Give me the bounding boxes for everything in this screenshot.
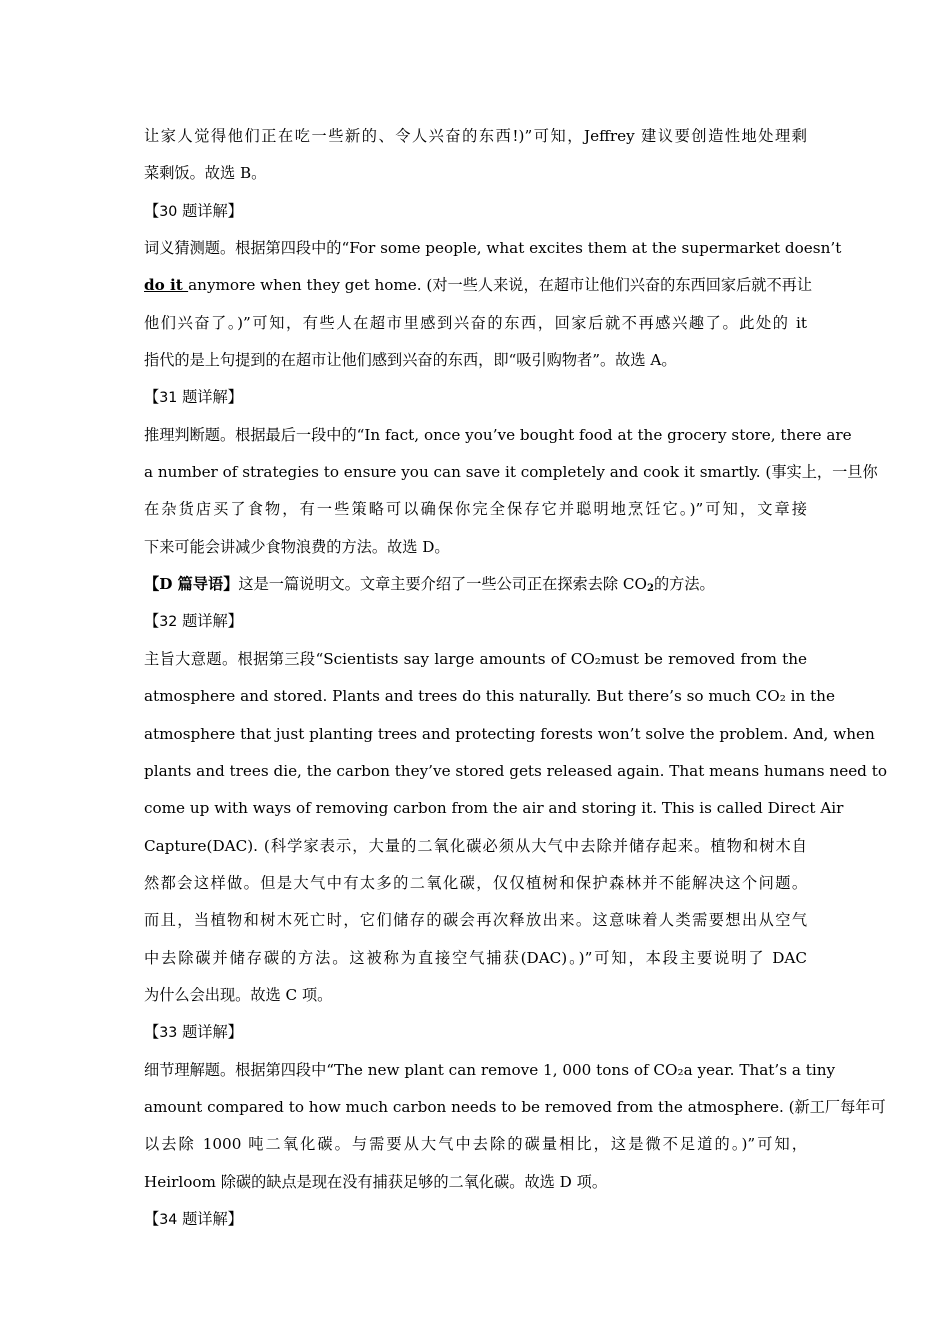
heading-bracket: 【 (144, 612, 160, 631)
heading-number: 33 (159, 1025, 178, 1042)
text-line: 细节理解题。根据第四段中“The new plant can remove 1, 000 tons of CO₂a year. That’s a tiny (144, 1060, 836, 1079)
section-heading-33 (144, 1014, 807, 1051)
text-line: 下来可能会讲减少食物浪费的方法。故选 D。 (144, 537, 450, 556)
heading-bracket: 【 (144, 1209, 160, 1228)
text-line: Capture(DAC). (科学家表示，大量的二氧化碳必须从大气中去除并储存起来。植物和树木自 (144, 836, 807, 855)
section-heading-34 (144, 1201, 807, 1238)
text-line: come up with ways of removing carbon from the air and storing it. This is called Direct Air (144, 799, 844, 818)
heading-bracket: 【 (144, 388, 160, 407)
heading-bracket: 【 (144, 201, 160, 220)
passage-d-heading: 【D 篇导语】 (144, 575, 239, 594)
document-body (144, 118, 887, 1238)
heading-label: 题详解】 (177, 612, 243, 631)
text-line: 菜剩饭。故选 B。 (144, 164, 267, 183)
underlined-phrase: do it (144, 276, 189, 295)
text-span: 这是一篇说明文。文章主要介绍了一些公司正在探索去除 CO (238, 575, 647, 594)
heading-number: 31 (159, 390, 178, 407)
text-line: 而且，当植物和树木死亡时，它们储存的碳会再次释放出来。这意味着人类需要想出从空气 (144, 911, 807, 930)
heading-label: 题详解】 (177, 1023, 243, 1042)
text-line: 在杂货店买了食物，有一些策略可以确保你完全保存它并聪明地烹饪它。)”可知，文章接 (144, 500, 807, 519)
subscript: 2 (647, 583, 654, 595)
text-line: 然都会这样做。但是大气中有太多的二氧化碳，仅仅植树和保护森林并不能解决这个问题。 (144, 873, 807, 892)
heading-bracket: 【 (144, 1023, 160, 1042)
heading-number: 32 (159, 614, 178, 631)
text-line: 推理判断题。根据最后一段中的“In fact, once you’ve bought food at the grocery store, there are (144, 425, 852, 444)
heading-label: 题详解】 (177, 201, 243, 220)
section-heading-30 (144, 193, 807, 230)
text-line: plants and trees die, the carbon they’ve stored gets released again. That means humans need to (144, 761, 887, 780)
text-line: atmosphere that just planting trees and protecting forests won’t solve the problem. And, when (144, 724, 875, 743)
text-line: 让家人觉得他们正在吃一些新的、令人兴奋的东西!)”可知，Jeffrey 建议要创造性地处理剩 (144, 127, 807, 145)
text-line: 主旨大意题。根据第三段“Scientists say large amounts of CO₂must be removed from the (144, 649, 807, 668)
heading-label: 题详解】 (177, 388, 243, 407)
text-line (144, 267, 813, 304)
text-line: 为什么会出现。故选 C 项。 (144, 985, 333, 1004)
text-line: 指代的是上句提到的在超市让他们感到兴奋的东西，即“吸引购物者”。故选 A。 (144, 351, 677, 370)
heading-number: 34 (159, 1211, 178, 1228)
text-span: anymore when they get home. (对一些人来说，在超市让他们兴奋的东西回家后就不再让 (188, 276, 813, 295)
text-line: 他们兴奋了。)”可知，有些人在超市里感到兴奋的东西，回家后就不再感兴趣了。此处的 it (144, 313, 807, 332)
text-line: amount compared to how much carbon needs to be removed from the atmosphere. (新工厂每年可 (144, 1097, 886, 1116)
text-line: atmosphere and stored. Plants and trees do this naturally. But there’s so much CO₂ in the (144, 687, 835, 706)
text-line: 以去除 1000 吨二氧化碳。与需要从大气中去除的碳量相比，这是微不足道的。)”可知， (144, 1135, 807, 1154)
heading-number: 30 (159, 203, 178, 220)
text-line: 中去除碳并储存碳的方法。这被称为直接空气捕获(DAC)。)”可知，本段主要说明了 DAC (144, 948, 807, 967)
text-span: 的方法。 (653, 575, 715, 594)
passage-d-intro (144, 566, 807, 603)
heading-label: 题详解】 (177, 1209, 243, 1228)
section-heading-31 (144, 379, 807, 416)
text-line: 词义猜测题。根据第四段中的“For some people, what excites them at the supermarket doesn’t (144, 239, 842, 258)
text-line: Heirloom 除碳的缺点是现在没有捕获足够的二氧化碳。故选 D 项。 (144, 1172, 608, 1191)
text-line: a number of strategies to ensure you can save it completely and cook it smartly. (事实上，一旦你 (144, 463, 878, 482)
section-heading-32 (144, 603, 807, 640)
